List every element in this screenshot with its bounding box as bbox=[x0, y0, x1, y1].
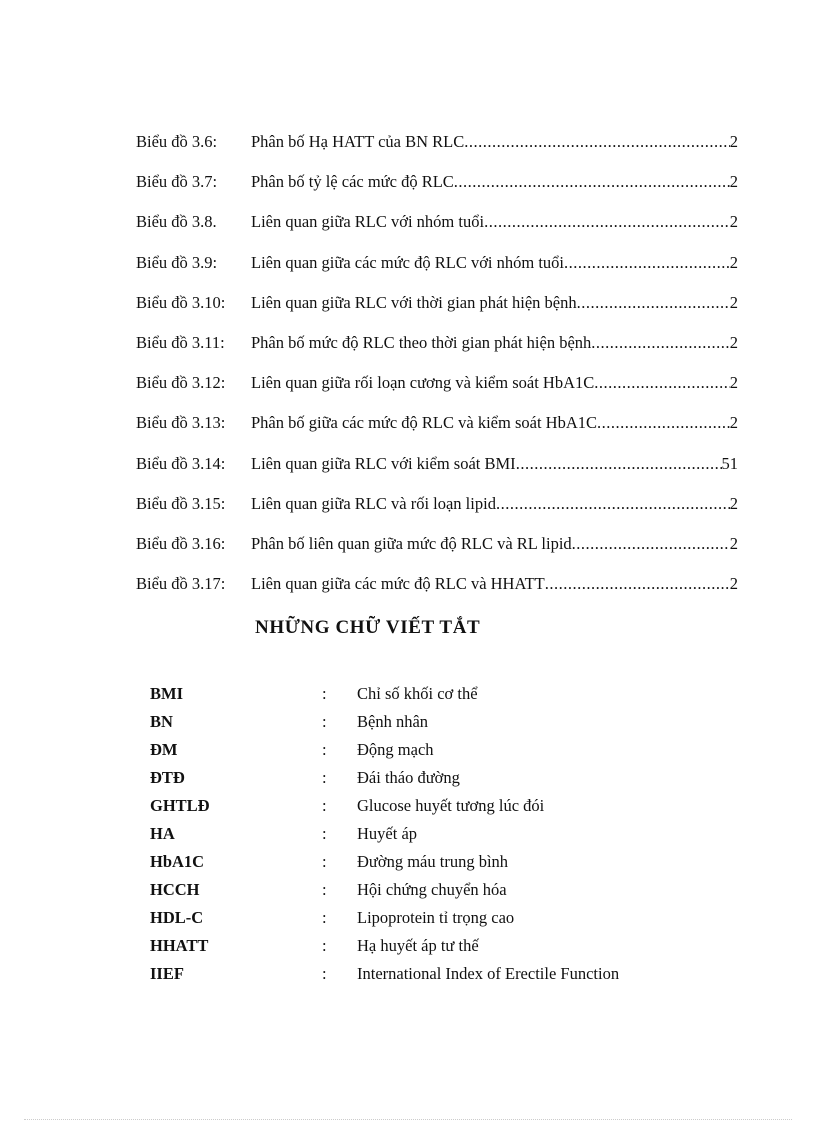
abbreviation-meaning: Hạ huyết áp tư thế bbox=[357, 936, 479, 955]
figure-label: Biểu đồ 3.15: bbox=[136, 493, 226, 513]
abbreviation-meaning: Động mạch bbox=[357, 740, 434, 759]
abbreviation-item bbox=[150, 852, 710, 880]
abbreviation-colon: : bbox=[322, 964, 327, 983]
toc-entry[interactable] bbox=[136, 253, 738, 293]
toc-entry[interactable] bbox=[136, 534, 738, 574]
figure-label: Biểu đồ 3.12: bbox=[136, 373, 226, 393]
page-number: 2 bbox=[729, 172, 738, 192]
abbreviation-code: HHATT bbox=[150, 936, 209, 955]
abbreviation-colon: : bbox=[322, 824, 327, 843]
toc-entry[interactable] bbox=[136, 574, 738, 614]
toc-entry[interactable] bbox=[136, 494, 738, 534]
abbreviation-item bbox=[150, 964, 710, 992]
abbreviation-colon: : bbox=[322, 768, 327, 787]
figure-title: Phân bố giữa các mức độ RLC và kiểm soát HbA1C bbox=[251, 413, 597, 433]
toc-entry[interactable] bbox=[136, 333, 738, 373]
toc-entry[interactable] bbox=[136, 373, 738, 413]
abbreviation-meaning: Huyết áp bbox=[357, 824, 418, 843]
abbreviation-code: BMI bbox=[150, 684, 183, 703]
figure-label: Biểu đồ 3.13: bbox=[136, 413, 226, 433]
abbreviation-code: HDL-C bbox=[150, 908, 204, 927]
abbreviation-meaning: Glucose huyết tương lúc đói bbox=[357, 796, 545, 815]
figure-title: Liên quan giữa các mức độ RLC và HHATT bbox=[251, 574, 545, 594]
figure-label: Biểu đồ 3.14: bbox=[136, 453, 226, 473]
abbreviation-meaning: Đường máu trung bình bbox=[357, 852, 509, 871]
page-number: 51 bbox=[721, 453, 738, 473]
abbreviation-colon: : bbox=[322, 684, 327, 703]
toc-entry[interactable] bbox=[136, 413, 738, 453]
dot-leader bbox=[454, 172, 730, 192]
figure-title: Liên quan giữa RLC với kiểm soát BMI bbox=[251, 453, 516, 473]
page-number: 2 bbox=[729, 413, 738, 433]
toc-entry[interactable] bbox=[136, 454, 738, 494]
toc-entry[interactable] bbox=[136, 293, 738, 333]
figure-label: Biểu đồ 3.16: bbox=[136, 533, 226, 553]
dot-leader bbox=[484, 212, 730, 232]
dot-leader bbox=[545, 574, 730, 594]
figure-label: Biểu đồ 3.17: bbox=[136, 574, 226, 594]
abbreviation-item bbox=[150, 908, 710, 936]
abbreviation-code: HA bbox=[150, 824, 175, 843]
page-number: 2 bbox=[729, 132, 738, 151]
dot-leader bbox=[591, 333, 729, 353]
abbreviation-code: HCCH bbox=[150, 880, 200, 899]
figure-label: Biểu đồ 3.11: bbox=[136, 332, 225, 352]
abbreviation-code: BN bbox=[150, 712, 173, 731]
page-number: 2 bbox=[729, 332, 738, 352]
figure-title: Phân bố tỷ lệ các mức độ RLC bbox=[251, 172, 454, 192]
abbreviation-colon: : bbox=[322, 880, 327, 899]
abbreviation-item bbox=[150, 768, 710, 796]
abbreviation-meaning: Chỉ số khối cơ thể bbox=[357, 684, 478, 703]
figure-label: Biểu đồ 3.7: bbox=[136, 172, 218, 192]
page-number: 2 bbox=[729, 252, 738, 272]
dot-leader bbox=[516, 454, 722, 474]
list-of-figures bbox=[136, 132, 738, 614]
figure-title: Phân bố Hạ HATT của BN RLC bbox=[251, 132, 465, 151]
abbreviation-colon: : bbox=[322, 908, 327, 927]
figure-label: Biểu đồ 3.10: bbox=[136, 292, 226, 312]
toc-entry[interactable] bbox=[136, 132, 738, 172]
page-bottom-dotted-rule bbox=[24, 1119, 792, 1120]
abbreviation-code: IIEF bbox=[150, 964, 184, 983]
figure-title: Liên quan giữa rối loạn cương và kiểm soát HbA1C bbox=[251, 373, 595, 393]
abbreviation-item bbox=[150, 824, 710, 852]
dot-leader bbox=[577, 293, 730, 313]
figure-title: Liên quan giữa RLC với thời gian phát hiện bệnh bbox=[251, 292, 577, 312]
abbreviations-heading: NHỮNG CHỮ VIẾT TẮT bbox=[255, 617, 481, 638]
abbreviation-code: HbA1C bbox=[150, 852, 205, 871]
abbreviation-meaning: Đái tháo đường bbox=[357, 768, 460, 787]
figure-title: Liên quan giữa RLC với nhóm tuổi bbox=[251, 212, 485, 232]
abbreviation-colon: : bbox=[322, 852, 327, 871]
dot-leader bbox=[564, 253, 730, 273]
dot-leader bbox=[594, 373, 730, 393]
abbreviation-colon: : bbox=[322, 796, 327, 815]
toc-entry[interactable] bbox=[136, 172, 738, 212]
abbreviation-meaning: International Index of Erectile Function bbox=[357, 964, 620, 983]
abbreviation-code: ĐTĐ bbox=[150, 768, 185, 787]
toc-entry[interactable] bbox=[136, 212, 738, 252]
page-number: 2 bbox=[729, 574, 738, 594]
abbreviation-code: GHTLĐ bbox=[150, 796, 210, 815]
abbreviation-item bbox=[150, 740, 710, 768]
abbreviation-colon: : bbox=[322, 740, 327, 759]
abbreviation-meaning: Hội chứng chuyển hóa bbox=[357, 880, 507, 899]
page-number: 2 bbox=[729, 373, 738, 393]
abbreviation-meaning: Lipoprotein tỉ trọng cao bbox=[357, 908, 515, 927]
abbreviation-meaning: Bệnh nhân bbox=[357, 712, 429, 731]
abbreviations-list bbox=[150, 684, 710, 992]
abbreviation-colon: : bbox=[322, 936, 327, 955]
page-number: 2 bbox=[729, 212, 738, 232]
figure-title: Phân bố mức độ RLC theo thời gian phát hiện bệnh bbox=[251, 332, 592, 352]
figure-title: Liên quan giữa RLC và rối loạn lipid bbox=[251, 493, 496, 513]
figure-title: Liên quan giữa các mức độ RLC với nhóm tuổi bbox=[251, 252, 565, 272]
dot-leader bbox=[464, 132, 729, 152]
dot-leader bbox=[597, 413, 730, 433]
dot-leader bbox=[496, 494, 730, 514]
abbreviation-item bbox=[150, 684, 710, 712]
abbreviation-item bbox=[150, 880, 710, 908]
abbreviation-code: ĐM bbox=[150, 740, 178, 759]
figure-label: Biểu đồ 3.8. bbox=[136, 212, 217, 232]
page-number: 2 bbox=[729, 533, 738, 553]
abbreviation-item bbox=[150, 712, 710, 740]
page-number: 2 bbox=[729, 493, 738, 513]
abbreviation-colon: : bbox=[322, 712, 327, 731]
figure-label: Biểu đồ 3.9: bbox=[136, 252, 218, 272]
dot-leader bbox=[572, 534, 730, 554]
page-number: 2 bbox=[729, 292, 738, 312]
abbreviation-item bbox=[150, 796, 710, 824]
figure-label: Biểu đồ 3.6: bbox=[136, 132, 218, 151]
abbreviation-item bbox=[150, 936, 710, 964]
figure-title: Phân bố liên quan giữa mức độ RLC và RL lipid bbox=[251, 533, 572, 553]
